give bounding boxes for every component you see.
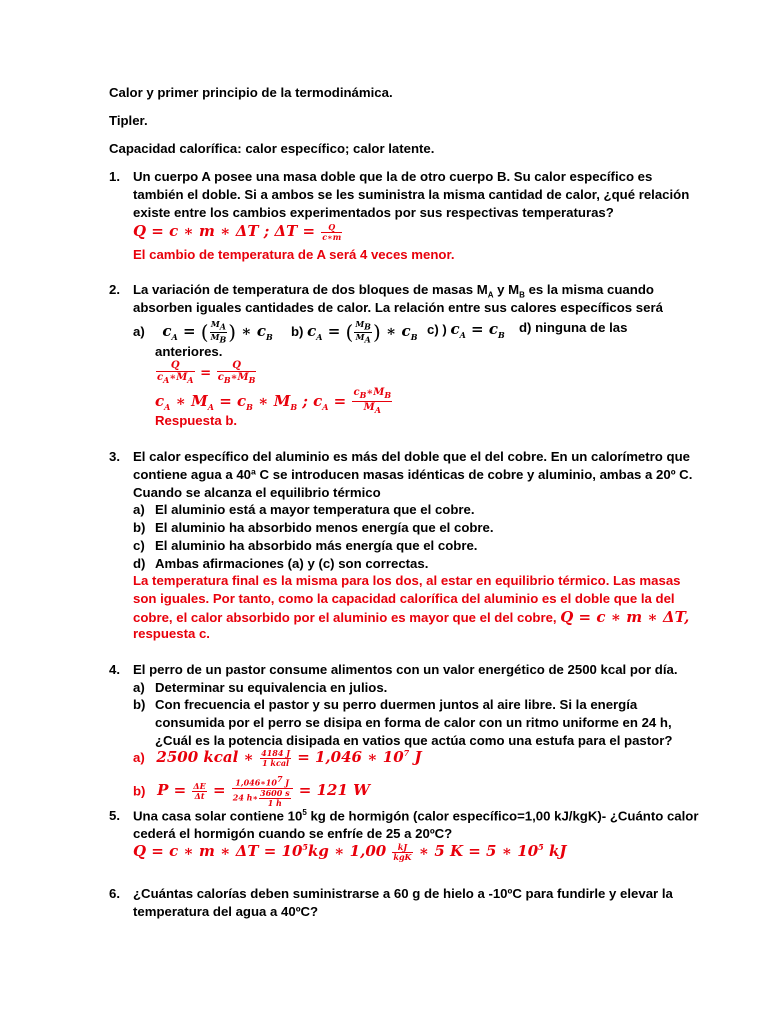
q3-line-2: contiene agua a 40ª C se introducen masas idénticas de cobre y aluminio, ambas a 20º C. xyxy=(133,467,693,482)
q2-answer: Respuesta b. xyxy=(155,413,238,428)
q2-formula-1: $\frac{Q}{c_A∗M_A}$ = $\frac{Q}{c_B∗M_B}$ xyxy=(157,360,256,385)
q5-line-1: Una casa solar contiene $10^5$ kg de hormigón (calor específico=1,00 kJ/kgK)- ¿Cuánto calor xyxy=(133,808,699,824)
q1-number: 1. xyxy=(109,169,120,184)
q5-number: 5. xyxy=(109,808,120,823)
q3-answer-line-3: cobre, el calor absorbido por el aluminio es mayor que el del cobre, Q = c ∗ m ∗ ΔT, xyxy=(133,608,690,626)
q4-option-b-line-3: ¿Cuál es la potencia disipada en vatios que actúa como una estufa para el pastor? xyxy=(155,733,673,748)
q3-option-d-text: Ambas afirmaciones (a) y (c) son correctas. xyxy=(155,556,429,571)
q3-option-d-label: d) xyxy=(133,556,146,571)
q3-answer-formula: Q = c ∗ m ∗ ΔT, xyxy=(560,608,690,626)
q4-option-b-line-1: Con frecuencia el pastor y su perro duermen juntos al aire libre. Si la energía xyxy=(155,697,638,712)
section-heading: Capacidad calorífica: calor específico; calor latente. xyxy=(109,141,435,156)
q4-option-b-line-2: consumida por el perro se disipa en forma de calor con un ritmo uniforme en 24 h, xyxy=(155,715,672,730)
q3-option-c-label: c) xyxy=(133,538,145,553)
q4-option-b-label: b) xyxy=(133,697,146,712)
q1-line-3: existe entre los cambios experimentados por sus respectivas temperaturas? xyxy=(133,205,614,220)
q1-line-1: Un cuerpo A posee una masa doble que la de otro cuerpo B. Su calor específico es xyxy=(133,169,653,184)
q1-line-2: también el doble. Si a ambos se les suministra la misma cantidad de calor, ¿qué relación xyxy=(133,187,690,202)
q3-option-a-label: a) xyxy=(133,502,145,517)
q4-option-a-text: Determinar su equivalencia en julios. xyxy=(155,680,388,695)
q3-option-c-text: El aluminio ha absorbido más energía que el cobre. xyxy=(155,538,478,553)
q5-line-2: cederá el hormigón cuando se enfríe de 25 a 20ºC? xyxy=(133,826,453,841)
q6-number: 6. xyxy=(109,886,120,901)
q2-line-2: absorben iguales cantidades de calor. La relación entre sus calores específicos será xyxy=(133,300,663,315)
q2-formula-2: $c_A$ ∗ $M_A = c_B$ ∗ $M_B$ ; $c_A$ = $\frac{c_B∗M_B}{M_A}$ xyxy=(155,387,392,415)
q1-answer: El cambio de temperatura de A será 4 veces menor. xyxy=(133,247,455,262)
q3-line-3: Cuando se alcanza el equilibrio térmico xyxy=(133,485,381,500)
q3-option-b-label: b) xyxy=(133,520,146,535)
q3-answer-line-2: son iguales. Por tanto, como la capacidad calorífica del aluminio es el doble que la del xyxy=(133,591,675,606)
q2-number: 2. xyxy=(109,282,120,297)
q2-option-d-cont: anteriores. xyxy=(155,344,223,359)
q3-option-a-text: El aluminio está a mayor temperatura que el cobre. xyxy=(155,502,475,517)
doc-title: Calor y primer principio de la termodinámica. xyxy=(109,85,393,100)
q6-line-1: ¿Cuántas calorías deben suministrarse a 60 g de hielo a -10ºC para fundirle y elevar la xyxy=(133,886,673,901)
q4-answer-b: b) P = $\frac{\Delta E}{\Delta t}$ = $1,046∗10^7$ J 24 h∗ $\frac{3600 s}{1 h}$ = 121 W xyxy=(133,774,370,808)
q5-formula: Q = c ∗ m ∗ $\Delta T = 10^5kg$ ∗ 1,00 $\frac{kJ}{\text{kgK}}$ ∗ 5 K = 5 ∗ $10^5$ kJ xyxy=(133,841,567,862)
q4-line: El perro de un pastor consume alimentos con un valor energético de 2500 kcal por día. xyxy=(133,662,678,677)
q2-option-a: a) $c_A$ = ( $\frac{M_A}{M_B}$ ) ∗ $c_B$ xyxy=(133,319,273,345)
q4-answer-a: a) 2500 kcal ∗ $\frac{4184 J}{\text{1 kcal}}$ = 1,046 ∗ $10^7$ J xyxy=(133,747,422,768)
q1-formula xyxy=(133,222,343,242)
q3-line-1: El calor específico del aluminio es más del doble que el del cobre. En un calorímetro que xyxy=(133,449,690,464)
q3-option-b-text: El aluminio ha absorbido menos energía que el cobre. xyxy=(155,520,494,535)
q2-option-b: b) $c_A$ = ( $\frac{M_B}{M_A}$ ) ∗ $c_B$ xyxy=(291,319,418,345)
q2-line-1: La variación de temperatura de dos bloques de masas $M_A$ y $M_B$ es la misma cuando xyxy=(133,282,654,300)
q3-answer-end: respuesta c. xyxy=(133,626,210,641)
q4-number: 4. xyxy=(109,662,120,677)
q2-option-c: c) ) $c_A = c_B$ xyxy=(427,320,505,340)
doc-author: Tipler. xyxy=(109,113,148,128)
q3-number: 3. xyxy=(109,449,120,464)
q4-option-a-label: a) xyxy=(133,680,145,695)
q2-option-d: d) ninguna de las xyxy=(519,320,628,335)
q6-line-2: temperatura del agua a 40ºC? xyxy=(133,904,319,919)
q3-answer-line-1: La temperatura final es la misma para los dos, al estar en equilibrio térmico. Las masas xyxy=(133,573,681,588)
q1-formula-text: Q = c ∗ m ∗ ΔT ; ΔT = $\frac{Q}{c∗m}$ xyxy=(133,221,342,242)
